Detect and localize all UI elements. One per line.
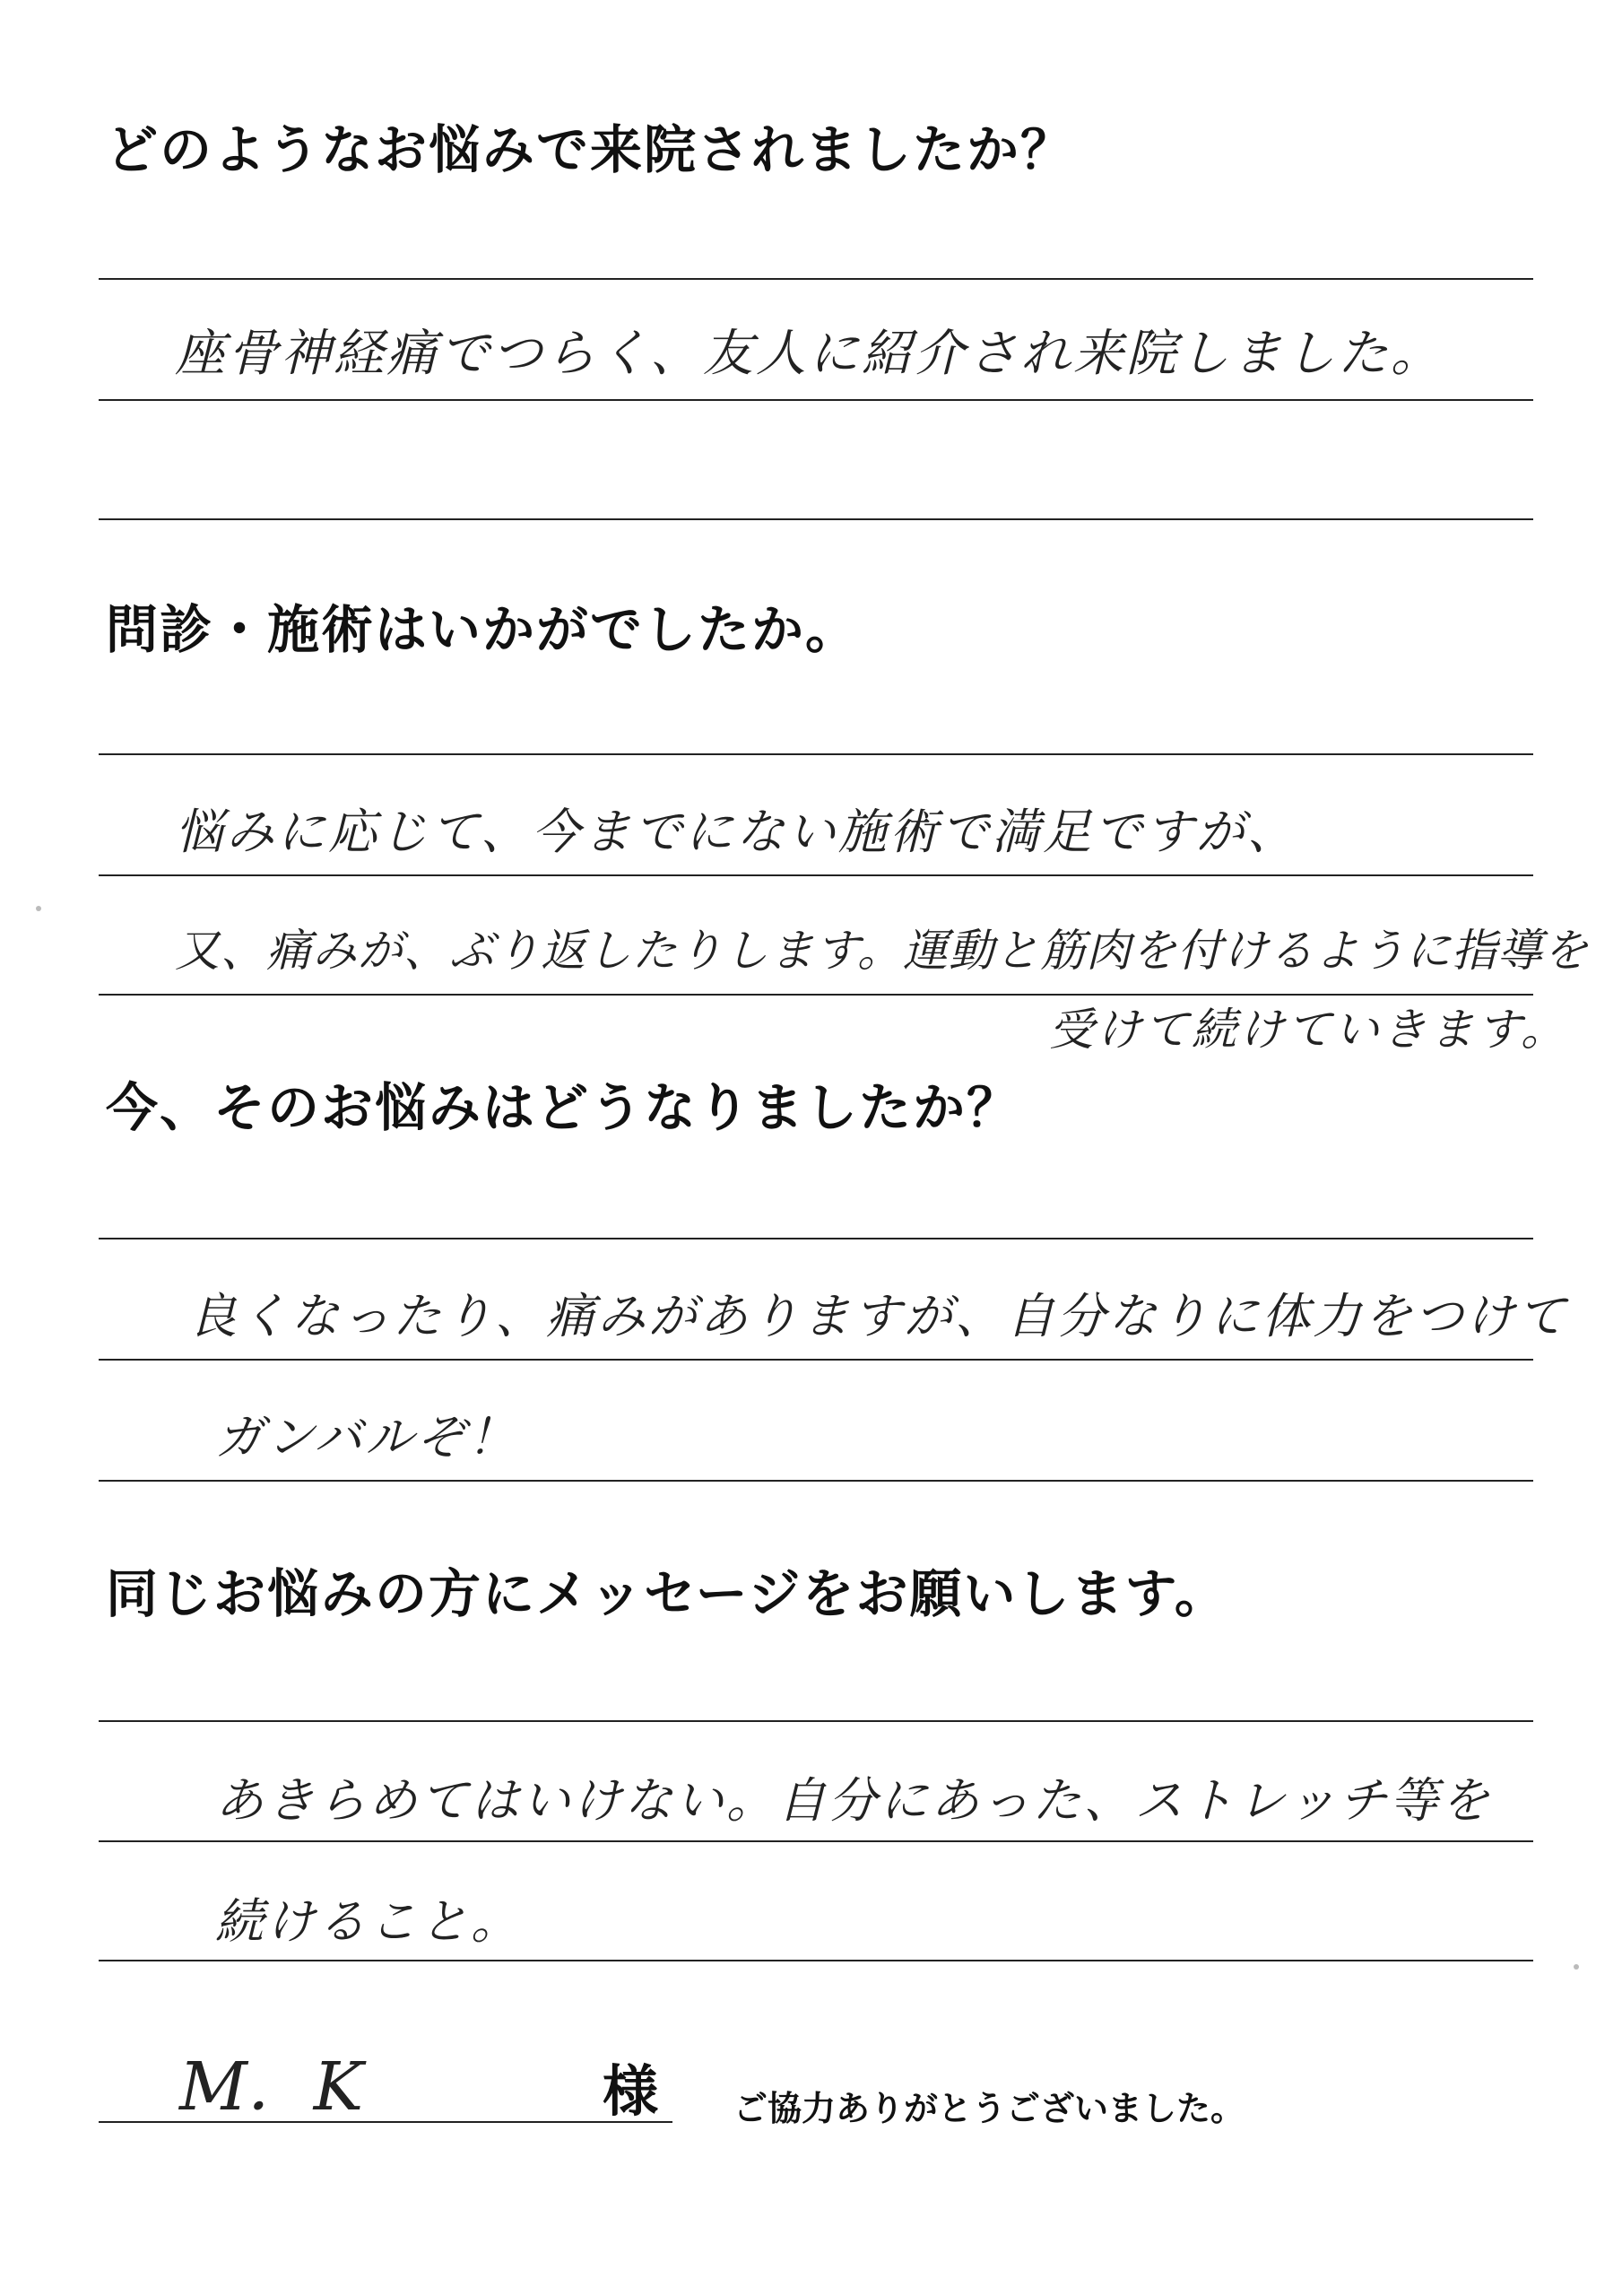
thanks-message: ご協力ありがとうございました。	[733, 2089, 1245, 2128]
scan-speck	[1574, 1964, 1579, 1970]
answer-rule	[99, 1359, 1533, 1361]
answer-rule	[99, 1238, 1533, 1239]
answer-4-line-2: 続けること。	[215, 1893, 522, 1950]
honorific: 様	[603, 2058, 659, 2124]
answer-rule	[99, 1720, 1533, 1722]
signature-name: M．K	[179, 2048, 364, 2126]
question-4: 同じお悩みの方にメッセージをお願いします。	[106, 1563, 1228, 1624]
answer-2-line-1: 悩みに応じて、今までにない施術で満足ですが、	[175, 804, 1298, 860]
answer-2-line-3: 受けて続けていきます。	[1049, 1004, 1568, 1056]
answer-3-line-1: 良くなったり、痛みがありますが、自分なりに体力をつけて	[188, 1288, 1568, 1344]
answer-rule	[99, 1960, 1533, 1961]
question-3: 今、そのお悩みはどうなりましたか？	[106, 1077, 1021, 1138]
answer-rule	[99, 753, 1533, 755]
answer-3-line-2: ガンバルぞ！	[215, 1409, 519, 1465]
question-1: どのようなお悩みで来院されましたか？	[106, 119, 1075, 180]
answer-2-line-2: 又、痛みが、ぶり返したりします。運動と筋肉を付けるように指導を	[175, 925, 1589, 977]
signature-line	[99, 2121, 672, 2123]
scan-speck	[36, 906, 41, 911]
answer-rule	[99, 518, 1533, 520]
answer-1-line-1: 座骨神経痛でつらく、友人に紹介され来院しました。	[175, 325, 1444, 383]
question-2: 問診・施術はいかがでしたか。	[106, 599, 860, 660]
answer-rule	[99, 1480, 1533, 1482]
answer-rule	[99, 399, 1533, 401]
answer-rule	[99, 278, 1533, 280]
answer-rule	[99, 874, 1533, 876]
answer-rule	[99, 1840, 1533, 1842]
answer-4-line-1: あきらめてはいけない。自分にあった、ストレッチ等を	[215, 1772, 1492, 1829]
